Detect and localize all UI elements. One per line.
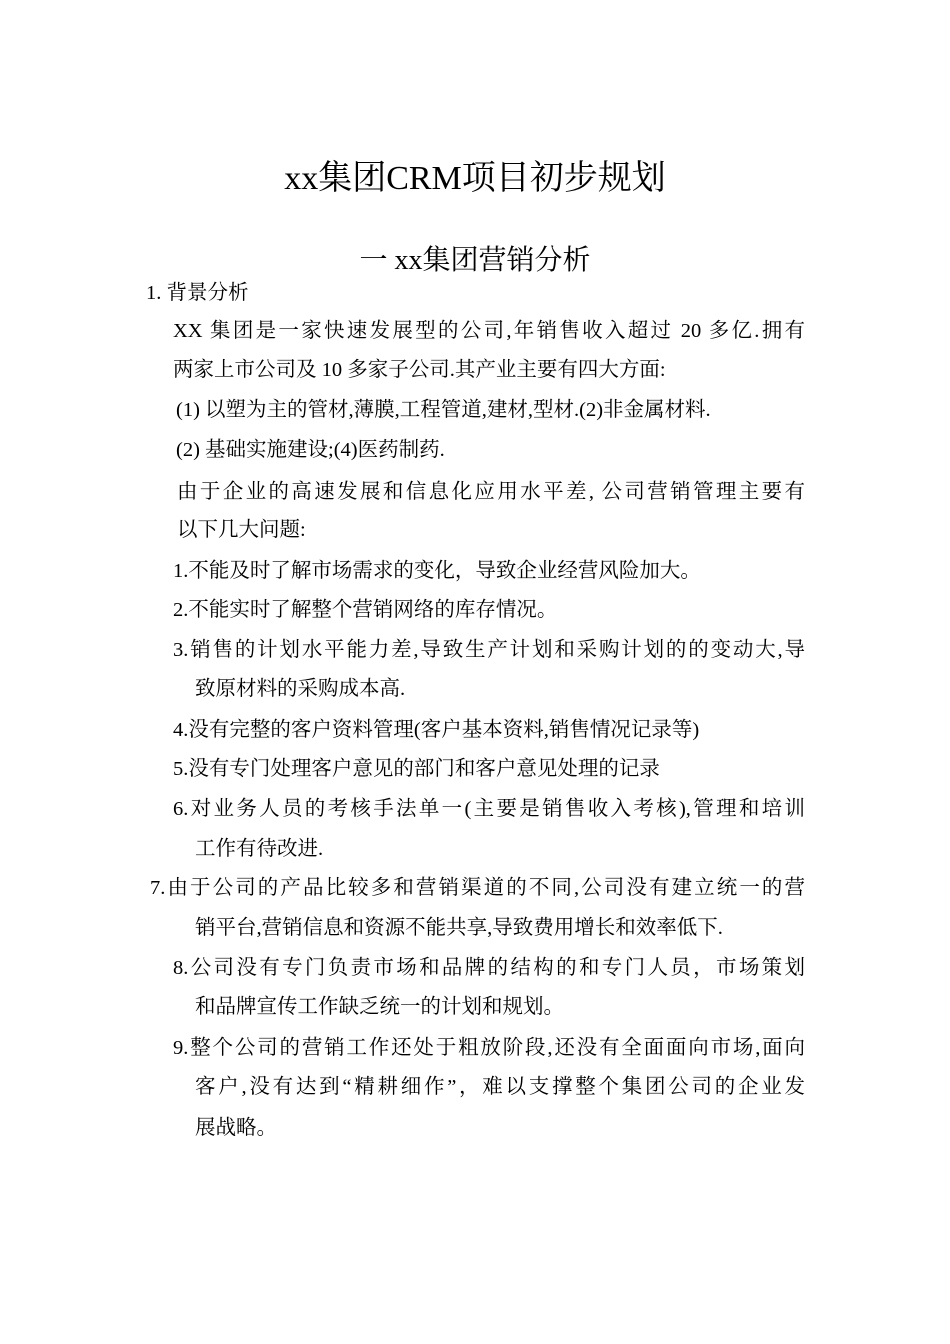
problem-item-6: 6.对业务人员的考核手法单一(主要是销售收入考核),管理和培训 — [173, 798, 805, 820]
problem-item-3-cont: 致原材料的采购成本高. — [195, 678, 406, 700]
problem-item-4: 4.没有完整的客户资料管理(客户基本资料,销售情况记录等) — [173, 719, 700, 741]
intro-line-2: 两家上市公司及 10 多家子公司.其产业主要有四大方面: — [173, 359, 666, 381]
problem-item-7-cont: 销平台,营销信息和资源不能共享,导致费用增长和效率低下. — [195, 917, 723, 939]
problem-item-7: 7.由于公司的产品比较多和营销渠道的不同,公司没有建立统一的营 — [150, 877, 805, 899]
problem-item-8-cont: 和品牌宣传工作缺乏统一的计划和规划。 — [195, 996, 564, 1018]
problems-intro-line-1: 由于企业的高速发展和信息化应用水平差, 公司营销管理主要有 — [177, 481, 805, 503]
problem-item-9-cont-2: 展战略。 — [195, 1117, 277, 1139]
problem-item-6-cont: 工作有待改进. — [195, 838, 324, 860]
section-heading: 一 xx集团营销分析 — [359, 245, 591, 276]
problem-item-3: 3.销售的计划水平能力差,导致生产计划和采购计划的的变动大,导 — [173, 639, 805, 661]
intro-line-1: XX 集团是一家快速发展型的公司,年销售收入超过 20 多亿.拥有 — [173, 320, 805, 342]
problem-item-8: 8.公司没有专门负责市场和品牌的结构的和专门人员，市场策划 — [173, 957, 805, 979]
problem-item-9-cont-1: 客户,没有达到“精耕细作”，难以支撑整个集团公司的企业发 — [195, 1076, 805, 1098]
document-title: xx集团CRM项目初步规划 — [284, 160, 666, 197]
problem-item-1: 1.不能及时了解市场需求的变化，导致企业经营风险加大。 — [173, 560, 701, 582]
subheading-background: 1. 背景分析 — [146, 282, 249, 304]
industry-item-1: (1) 以塑为主的管材,薄膜,工程管道,建材,型材.(2)非金属材料. — [176, 399, 711, 421]
problem-item-5: 5.没有专门处理客户意见的部门和客户意见处理的记录 — [173, 758, 660, 780]
problem-item-9: 9.整个公司的营销工作还处于粗放阶段,还没有全面面向市场,面向 — [173, 1037, 805, 1059]
industry-item-2: (2) 基础实施建设;(4)医药制药. — [176, 439, 445, 461]
problems-intro-line-2: 以下几大问题: — [177, 519, 306, 541]
problem-item-2: 2.不能实时了解整个营销网络的库存情况。 — [173, 599, 558, 621]
